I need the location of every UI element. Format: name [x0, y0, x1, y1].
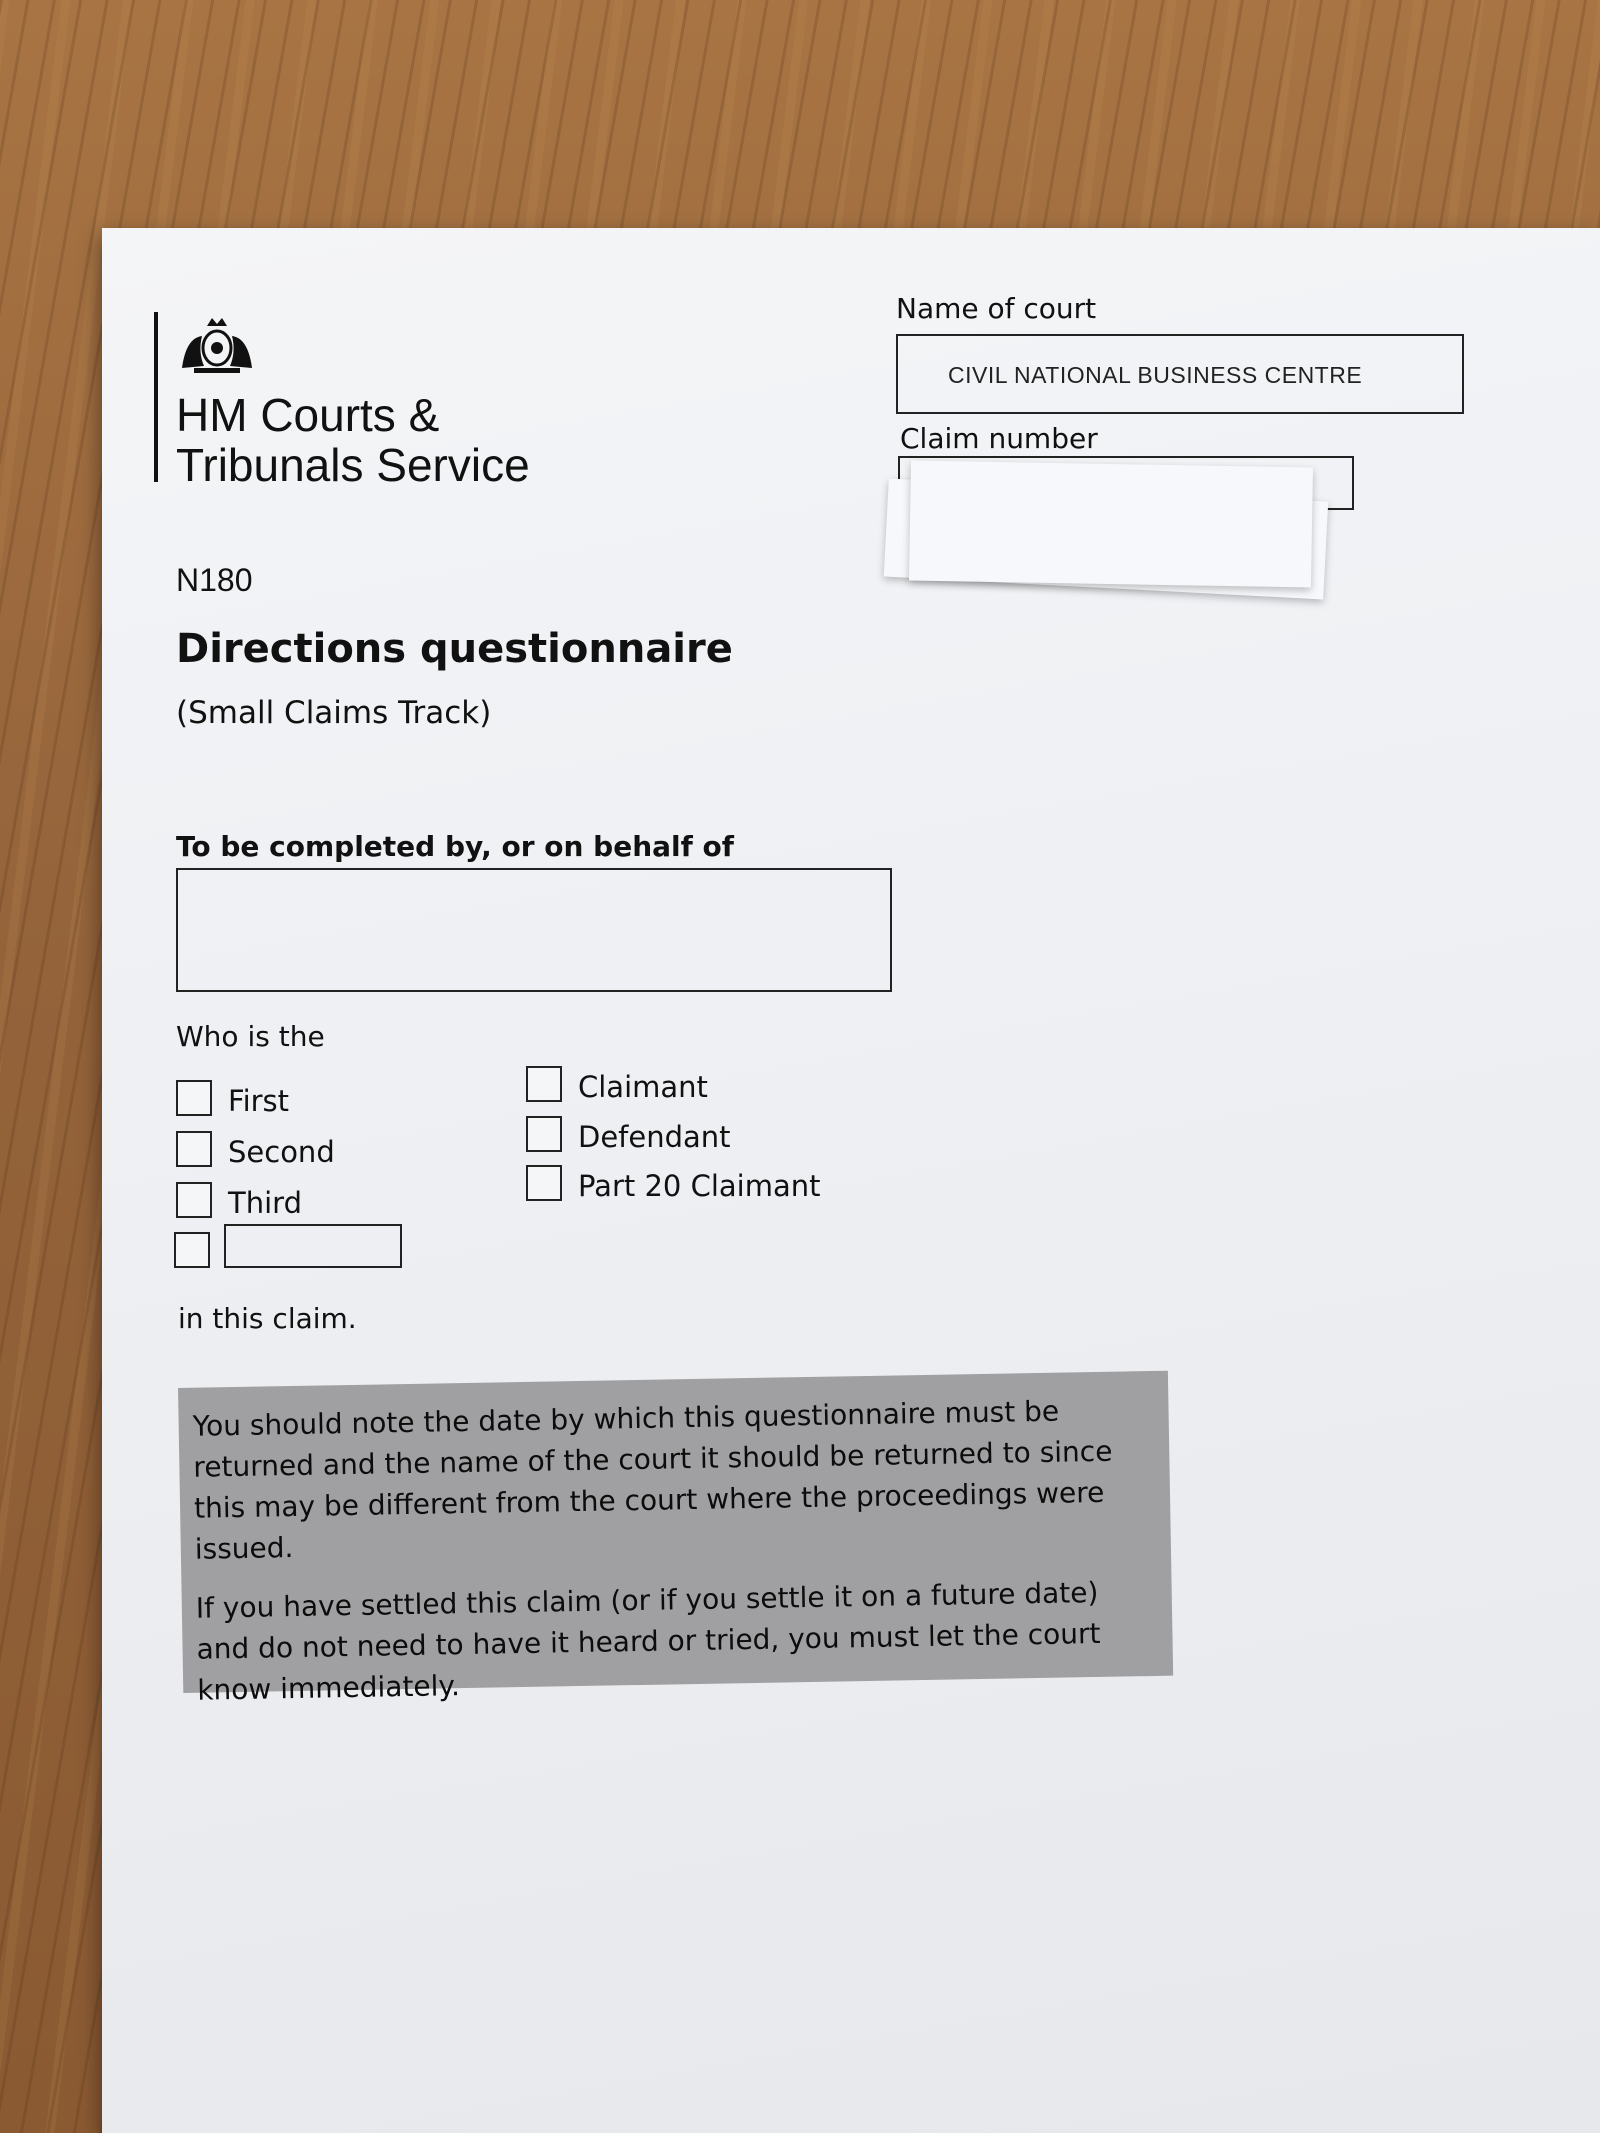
logo-divider	[154, 312, 158, 482]
third-label: Third	[228, 1186, 302, 1220]
part-20-claimant-label: Part 20 Claimant	[578, 1169, 821, 1203]
other-checkbox[interactable]	[174, 1232, 210, 1268]
first-label: First	[228, 1084, 290, 1118]
second-label: Second	[228, 1135, 335, 1169]
notice-paragraph-1: You should note the date by which this questionnaire must be returned and the name of the court it should be returned to since this may be different from the court where the proceedings were issued.	[192, 1394, 1113, 1566]
other-text-field[interactable]	[224, 1224, 402, 1268]
claim-number-label: Claim number	[900, 422, 1098, 455]
second-checkbox[interactable]	[176, 1131, 212, 1167]
form-number: N180	[176, 562, 253, 598]
party-question: Who is the	[176, 1020, 325, 1053]
claimant-checkbox[interactable]	[526, 1066, 562, 1102]
defendant-checkbox[interactable]	[526, 1116, 562, 1152]
part-20-claimant-checkbox[interactable]	[526, 1165, 562, 1201]
page-subtitle: (Small Claims Track)	[176, 695, 492, 731]
completed-by-label: To be completed by, or on behalf of	[176, 830, 734, 863]
party-suffix: in this claim.	[178, 1302, 357, 1335]
form-page	[102, 228, 1600, 2133]
organisation-name-line2: Tribunals Service	[176, 439, 530, 491]
defendant-label: Defendant	[578, 1120, 731, 1154]
third-checkbox[interactable]	[176, 1182, 212, 1218]
royal-coat-of-arms-icon	[172, 308, 262, 378]
redaction-sticker	[909, 461, 1313, 588]
court-name-label: Name of court	[896, 292, 1097, 325]
organisation-name-line1: HM Courts &	[176, 389, 440, 441]
page-title: Directions questionnaire	[176, 626, 733, 672]
notice-paragraph-2: If you have settled this claim (or if you settle it on a future date) and do not need to have it heard or tried, you must let the court know immediately.	[195, 1575, 1101, 1707]
completed-by-field[interactable]	[176, 868, 892, 992]
claimant-label: Claimant	[578, 1070, 708, 1104]
notice-box	[178, 1371, 1173, 1707]
first-checkbox[interactable]	[176, 1080, 212, 1116]
organisation-name	[176, 390, 530, 490]
court-name-value: CIVIL NATIONAL BUSINESS CENTRE	[948, 362, 1363, 388]
